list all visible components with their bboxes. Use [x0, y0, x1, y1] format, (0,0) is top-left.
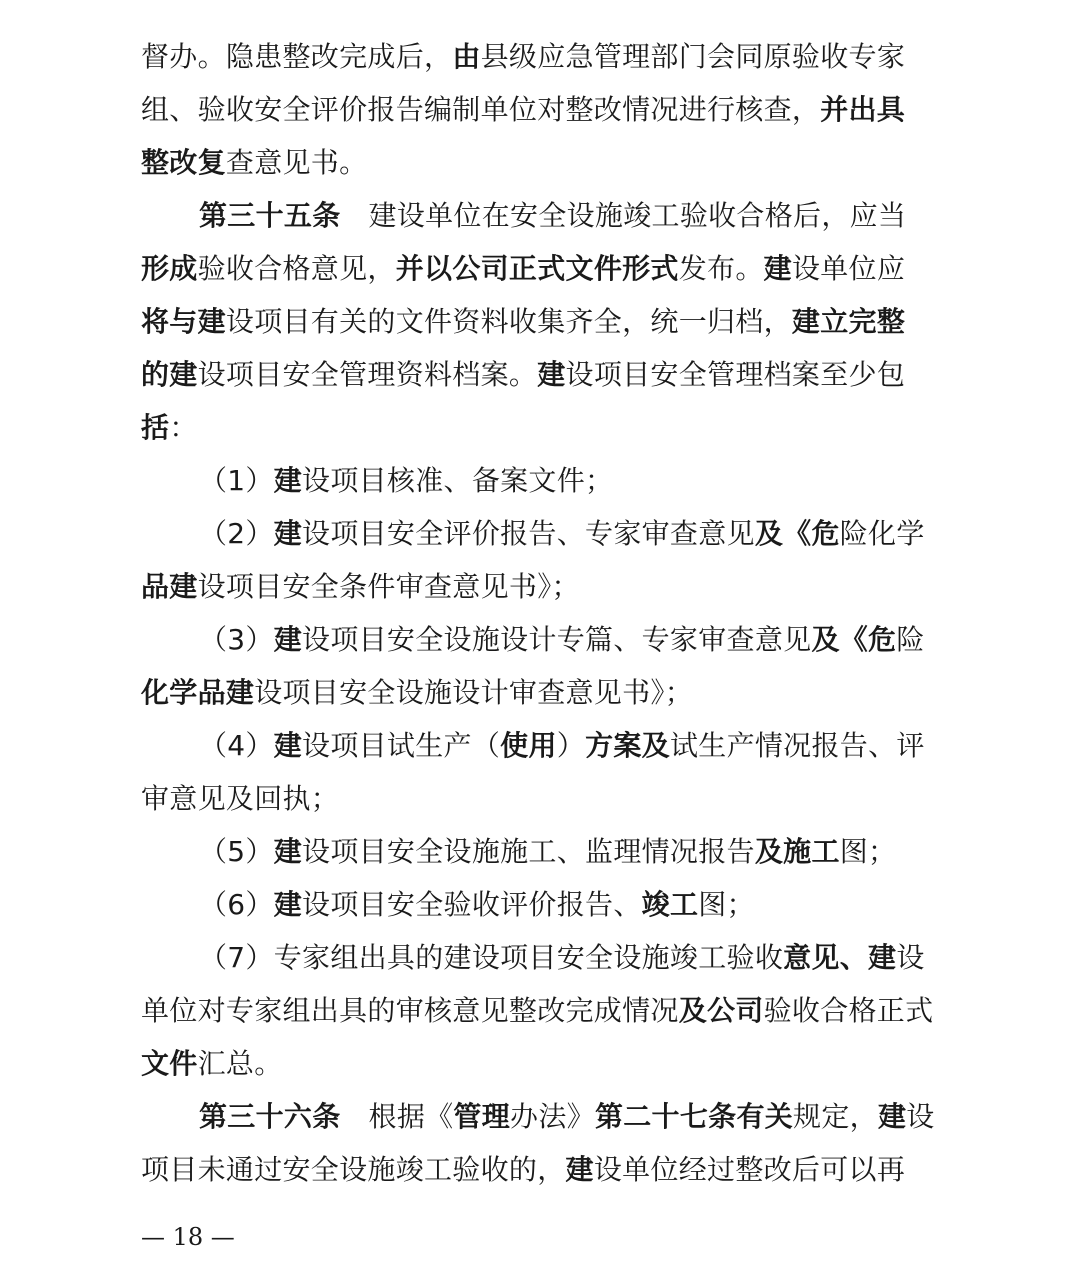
bold-run: 方案及 [585, 729, 670, 762]
article-heading: 第三十六条 [199, 1100, 341, 1133]
text-line [141, 348, 941, 401]
list-item-3-continued [141, 666, 941, 719]
bold-run: 建 [273, 888, 303, 921]
text-run: 单位对专家组出具的审核意见整改完成情况 [141, 994, 679, 1027]
text-line [141, 1143, 941, 1196]
bold-run: 建 [273, 835, 303, 868]
text-run: 县级应急管理部门会同原验收专家 [480, 40, 906, 73]
text-run: 设项目安全设施设计审查意见书》； [254, 676, 694, 709]
bold-run: 竣工 [641, 888, 699, 921]
list-item-3 [141, 613, 941, 666]
bold-run: 品建 [141, 570, 198, 603]
text-run: 设项目安全评价报告、专家审查意见 [302, 517, 755, 550]
text-run: 设单位应 [791, 252, 906, 285]
text-run: 根据《 [368, 1100, 454, 1133]
bold-run: 建 [273, 517, 303, 550]
text-run: 查意见书。 [225, 146, 368, 179]
text-run: 设 [906, 1100, 935, 1133]
item-number: （3） [199, 623, 274, 656]
bold-run: 并以公司正式文件形式 [395, 252, 679, 285]
text-run: 险 [896, 623, 925, 656]
text-line [141, 401, 941, 454]
text-run: 审意见及回执； [141, 782, 340, 815]
text-run: ： [169, 411, 198, 444]
bold-run: 并出具 [820, 93, 906, 126]
list-item-6 [141, 878, 941, 931]
text-line [141, 242, 941, 295]
text-run: 汇总。 [197, 1047, 283, 1080]
text-run: 设 [896, 941, 925, 974]
text-run: 设项目安全管理资料档案。 [197, 358, 538, 391]
list-item-5 [141, 825, 941, 878]
bold-run: 由 [452, 40, 481, 73]
text-run: 设项目安全设施设计专篇、专家审查意见 [302, 623, 812, 656]
bold-run: 及《危 [811, 623, 897, 656]
text-run: 验收合格正式 [763, 994, 934, 1027]
text-line [141, 83, 941, 136]
text-run: 试生产情况报告、评 [669, 729, 925, 762]
item-number: （4） [199, 729, 274, 762]
text-run: 办法》 [510, 1100, 595, 1133]
list-item-2 [141, 507, 941, 560]
text-line [141, 295, 941, 348]
bold-run: 文件 [141, 1047, 198, 1080]
bold-run: 建立完整 [791, 305, 906, 338]
text-run: 图； [839, 835, 897, 868]
bold-run: 将与建 [141, 305, 226, 338]
text-run: 设项目安全条件审查意见书》； [197, 570, 580, 603]
bold-run: 及公司 [678, 994, 764, 1027]
list-item-1 [141, 454, 941, 507]
text-line [141, 30, 941, 83]
text-run: ） [556, 729, 586, 762]
text-run: 验收合格意见， [197, 252, 396, 285]
text-run: 发布。 [678, 252, 764, 285]
bold-run: 化学品建 [141, 676, 255, 709]
article-36-first-line [141, 1090, 941, 1143]
text-run: 设项目核准、备案文件； [302, 464, 614, 497]
text-run: （7）专家组出具的建设项目安全设施竣工验收 [199, 941, 784, 974]
list-item-7 [141, 931, 941, 984]
bold-run: 的建 [141, 358, 198, 391]
list-item-7-continued [141, 984, 941, 1037]
bold-run: 建 [565, 1153, 594, 1186]
text-run: 险化学 [839, 517, 925, 550]
bold-run: 建 [273, 464, 303, 497]
page-number: — 18 — [141, 1223, 235, 1251]
text-run: 设项目安全管理档案至少包 [565, 358, 906, 391]
text-run: 组、验收安全评价报告编制单位对整改情况进行核查， [141, 93, 821, 126]
bold-run: 使用 [500, 729, 557, 762]
text-run: 设单位经过整改后可以再 [593, 1153, 906, 1186]
bold-run: 形成 [141, 252, 198, 285]
bold-run: 及《危 [754, 517, 840, 550]
list-item-7-continued [141, 1037, 941, 1090]
list-item-4-continued [141, 772, 941, 825]
text-run: 设项目安全设施施工、监理情况报告 [302, 835, 755, 868]
item-number: （1） [199, 464, 274, 497]
text-run: 设项目试生产（ [302, 729, 501, 762]
bold-run: 建 [763, 252, 792, 285]
text-run: 督办。隐患整改完成后， [141, 40, 453, 73]
text-line [141, 136, 941, 189]
text-run: 设项目有关的文件资料收集齐全，统一归档， [225, 305, 792, 338]
bold-run: 建 [537, 358, 566, 391]
bold-run: 括 [141, 411, 170, 444]
text-run: 项目未通过安全设施竣工验收的， [141, 1153, 566, 1186]
bold-run: 建 [877, 1100, 907, 1133]
bold-run: 建 [273, 729, 303, 762]
text-run: 规定， [793, 1100, 878, 1133]
body-text [141, 30, 941, 1196]
bold-run: 管理 [453, 1100, 511, 1133]
text-run: 设项目安全验收评价报告、 [302, 888, 642, 921]
article-heading: 第三十五条 [199, 199, 341, 232]
bold-run: 意见、建 [783, 941, 897, 974]
bold-run: 建 [273, 623, 303, 656]
item-number: （5） [199, 835, 274, 868]
bold-run: 第二十七条有关 [594, 1100, 794, 1133]
item-number: （2） [199, 517, 274, 550]
bold-run: 及施工 [754, 835, 840, 868]
text-run: 图； [698, 888, 755, 921]
item-number: （6） [199, 888, 274, 921]
list-item-4 [141, 719, 941, 772]
text-run: 建设单位在安全设施竣工验收合格后，应当 [368, 199, 907, 232]
list-item-2-continued [141, 560, 941, 613]
bold-run: 整改复 [141, 146, 226, 179]
article-35-first-line [141, 189, 941, 242]
